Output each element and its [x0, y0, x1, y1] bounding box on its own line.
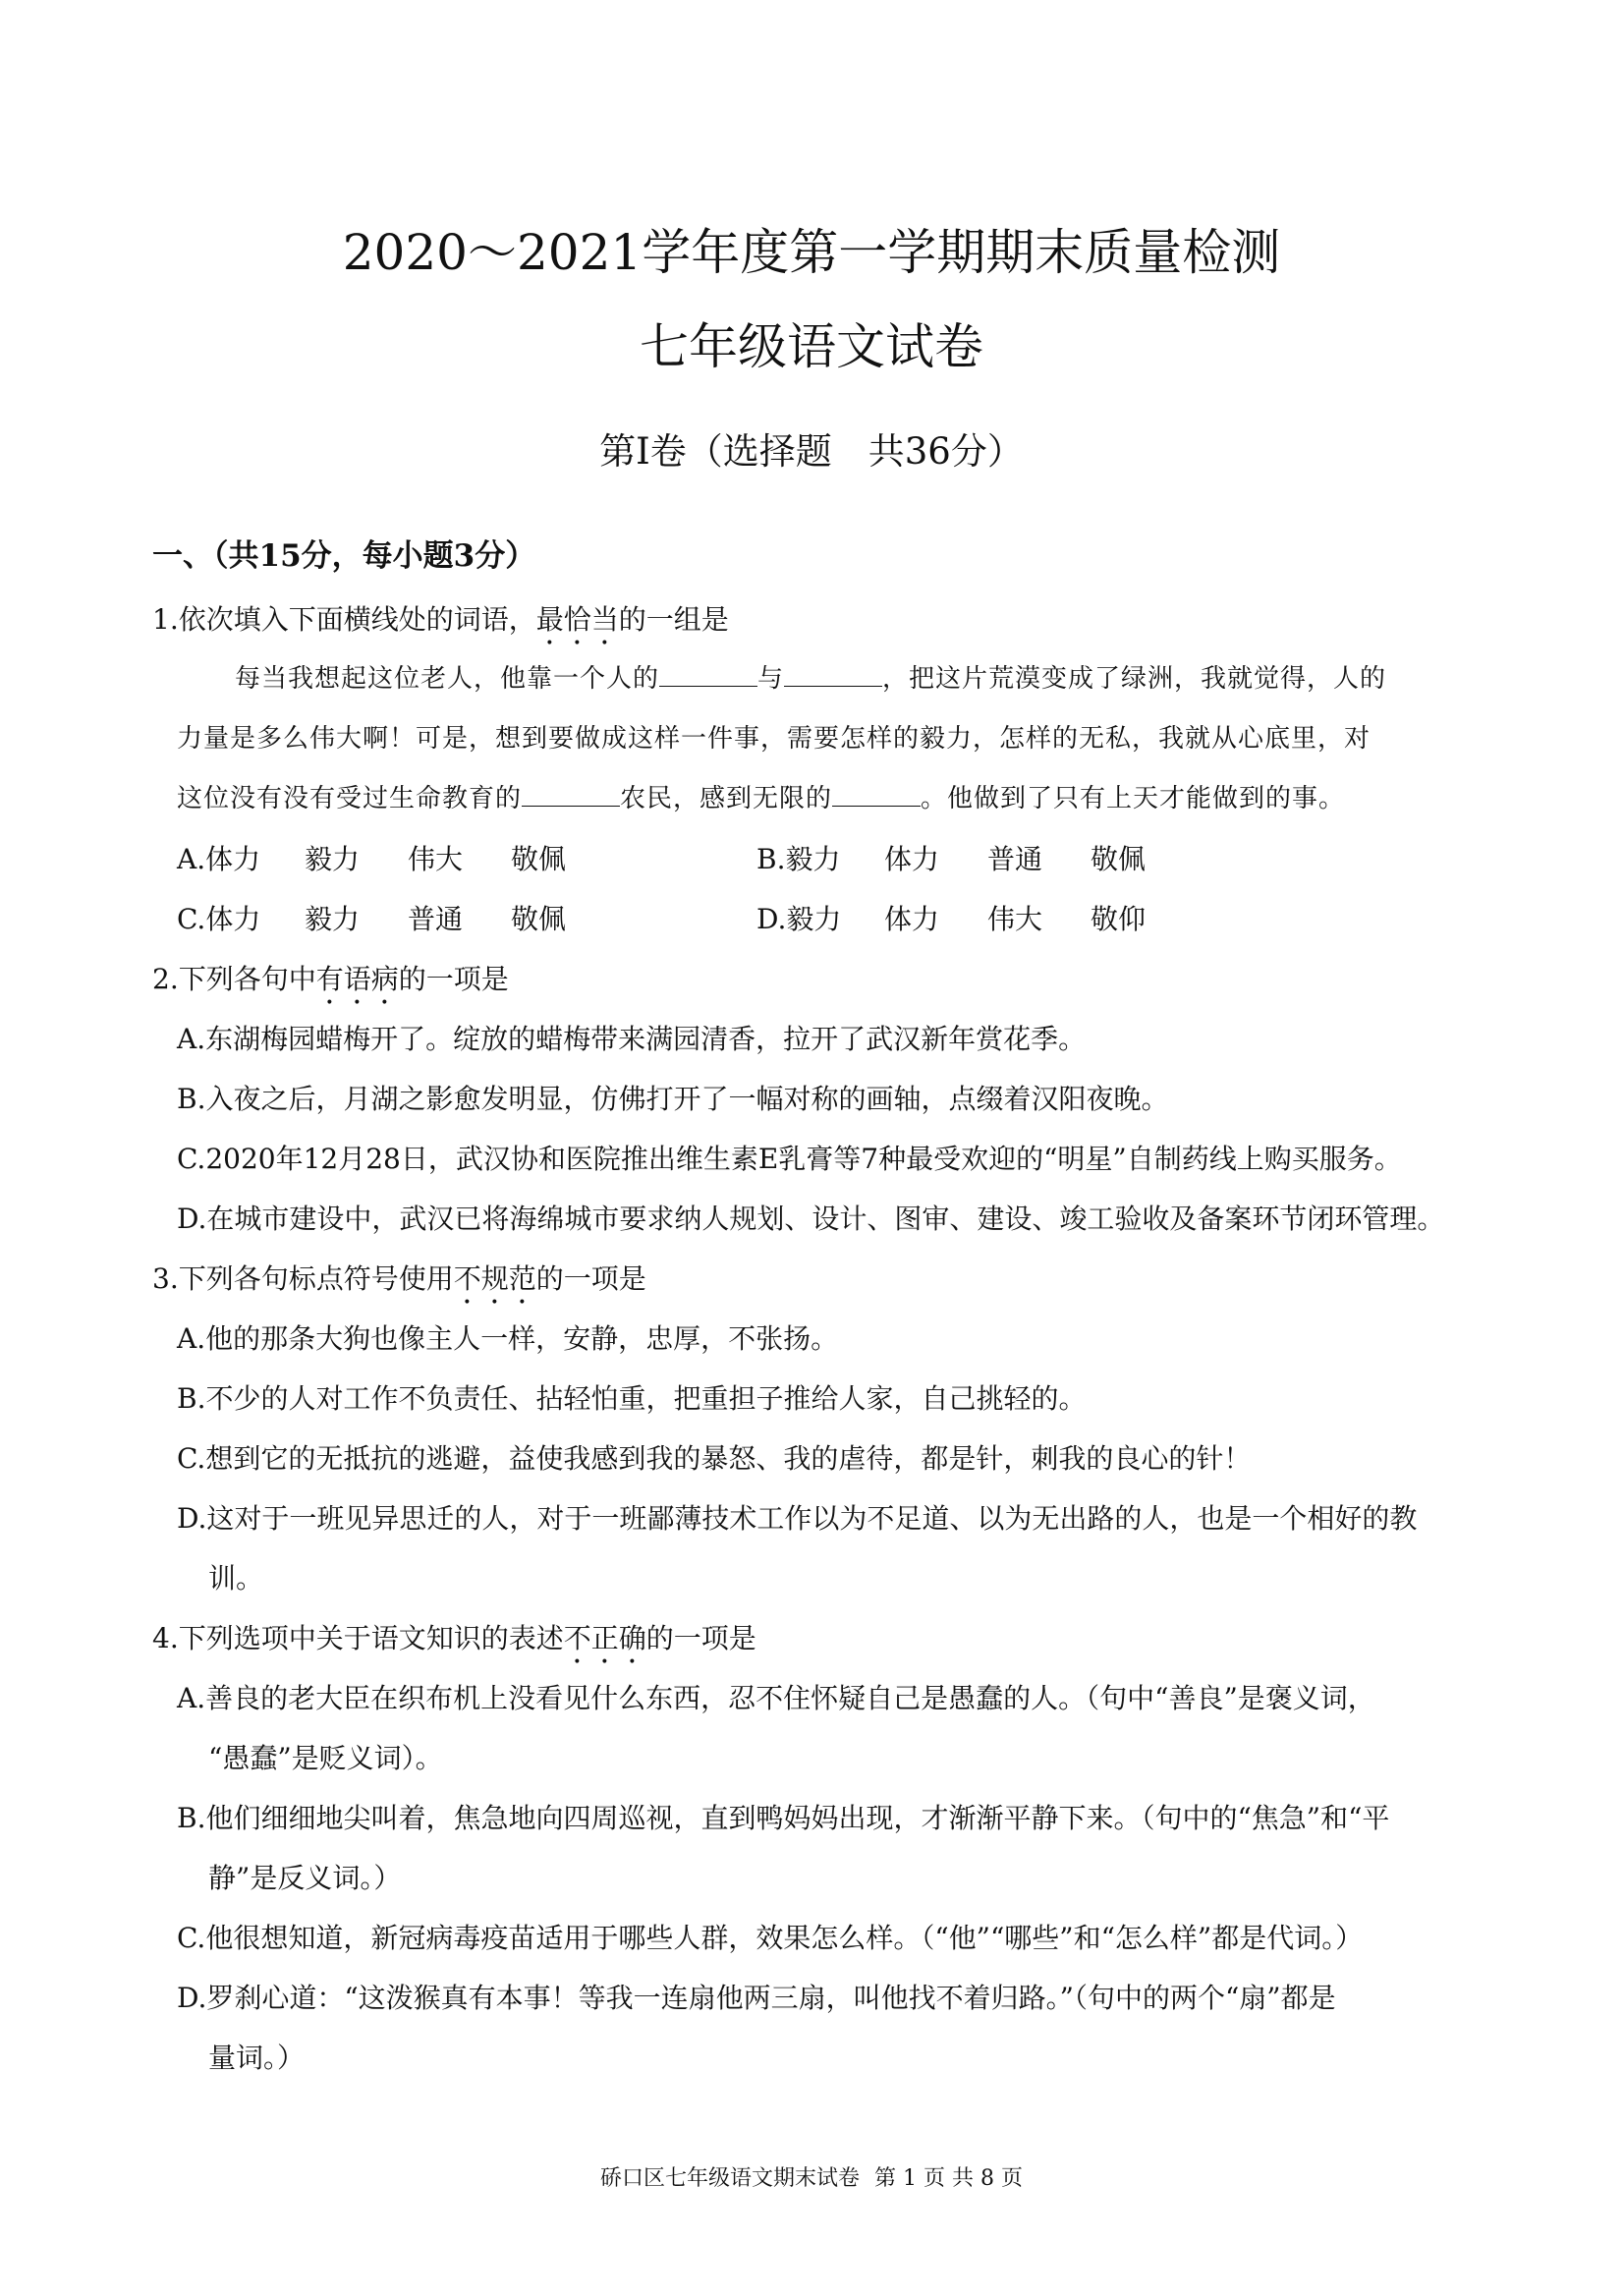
q1-passage-text: 与	[757, 664, 785, 694]
q1-option-b-word: 体力	[884, 843, 940, 875]
q1-option-a-word: 毅力	[305, 843, 361, 875]
blank-4	[832, 780, 921, 807]
q1-option-b: B.毅力	[756, 843, 841, 875]
q3-option-b: B.不少的人对工作不负责任、拈轻怕重，把重担子推给人家，自己挑轻的。	[177, 1382, 1087, 1415]
q1-option-b-word: 普通	[987, 843, 1043, 875]
question-2-stem	[152, 949, 1488, 1009]
q4-option-a-continued: “愚蠢”是贬义词）。	[208, 1742, 443, 1774]
q1-stem-pre: 1.依次填入下面横线处的词语，	[152, 603, 536, 636]
q1-stem-post: 的一组是	[618, 603, 729, 636]
q1-passage-line-2: 力量是多么伟大啊！可是，想到要做成这样一件事，需要怎样的毅力，怎样的无私，我就从心底里，对	[177, 724, 1371, 754]
blank-3	[522, 780, 620, 807]
q3-stem-emphasis: 不规范	[453, 1262, 536, 1295]
q4-stem-pre: 4.下列选项中关于语文知识的表述	[152, 1622, 564, 1654]
q1-option-a: A.体力	[177, 843, 261, 875]
q3-option-d: D.这对于一班见异思迁的人，对于一班鄙薄技术工作以为不足道、以为无出路的人，也是一个相好的教	[177, 1502, 1418, 1535]
question-1-stem	[152, 589, 1488, 649]
q1-passage-text: 每当我想起这位老人，他靠一个人的	[235, 664, 660, 694]
q4-option-c: C.他很想知道，新冠病毒疫苗适用于哪些人群，效果怎么样。（“他”“哪些”和“怎么样”都是代词。）	[177, 1922, 1364, 1954]
q3-stem-post: 的一项是	[535, 1262, 646, 1295]
q1-options-row-2	[152, 889, 1488, 949]
q2-option-c: C.2020年12月28日，武汉协和医院推出维生素E乳膏等7种最受欢迎的“明星”自制药线上购买服务。	[177, 1143, 1402, 1175]
q1-options-row-1	[152, 829, 1488, 889]
q1-passage-text: 这位没有没有受过生命教育的	[177, 784, 523, 813]
q1-option-d-word: 敬仰	[1091, 903, 1147, 935]
footer-page-number: 第 1 页 共 8 页	[874, 2166, 1023, 2191]
q1-option-d-word: 体力	[884, 903, 940, 935]
questions	[152, 589, 1488, 2088]
question-3-stem	[152, 1249, 1488, 1309]
q1-passage-text: ，把这片荒漠变成了绿洲，我就觉得，人的	[882, 664, 1387, 694]
q1-stem-emphasis: 最恰当	[535, 603, 619, 636]
q4-option-d-continued: 量词。）	[208, 2042, 306, 2074]
page-footer	[0, 2159, 1623, 2199]
q4-option-b: B.他们细细地尖叫着，焦急地向四周巡视，直到鸭妈妈出现，才渐渐平静下来。（句中的“焦急”和“平	[177, 1802, 1390, 1834]
section-heading: 一、（共15分，每小题3分）	[152, 538, 536, 574]
q2-stem-post: 的一项是	[398, 963, 509, 995]
q2-option-b: B.入夜之后，月湖之影愈发明显，仿佛打开了一幅对称的画轴，点缀着汉阳夜晚。	[177, 1083, 1169, 1115]
q1-passage-line-3	[152, 769, 1488, 829]
q1-option-b-word: 敬佩	[1091, 843, 1147, 875]
question-4-stem	[152, 1608, 1488, 1668]
q1-option-d: D.毅力	[756, 903, 842, 935]
q3-option-d-continued: 训。	[208, 1562, 264, 1595]
blank-1	[659, 660, 757, 687]
q3-option-c: C.想到它的无抵抗的逃避，益使我感到我的暴怒、我的虐待，都是针，刺我的良心的针！	[177, 1442, 1252, 1475]
part-title: 第Ⅰ卷（选择题 共36分）	[599, 430, 1024, 473]
footer-exam-name: 硚口区七年级语文期末试卷	[600, 2166, 861, 2191]
q1-passage-text: 农民，感到无限的	[620, 784, 833, 813]
exam-subtitle: 七年级语文试卷	[640, 318, 983, 375]
q1-option-a-word: 伟大	[408, 843, 464, 875]
q4-option-d: D.罗刹心道：“这泼猴真有本事！等我一连扇他两三扇，叫他找不着归路。”（句中的两个“扇”都是	[177, 1982, 1336, 2014]
q2-stem-pre: 2.下列各句中	[152, 963, 316, 995]
q1-passage-line-1	[152, 649, 1488, 709]
blank-2	[784, 660, 882, 687]
q3-stem-pre: 3.下列各句标点符号使用	[152, 1262, 454, 1295]
q1-passage-text: 。他做到了只有上天才能做到的事。	[921, 784, 1346, 813]
q1-option-a-word: 敬佩	[511, 843, 567, 875]
q4-stem-emphasis: 不正确	[563, 1622, 646, 1654]
q4-option-b-continued: 静”是反义词。）	[208, 1862, 402, 1894]
q4-stem-post: 的一项是	[645, 1622, 756, 1654]
q1-option-c-word: 敬佩	[511, 903, 567, 935]
q2-option-d: D.在城市建设中，武汉已将海绵城市要求纳人规划、设计、图审、建设、竣工验收及备案环节闭环管理。	[177, 1203, 1445, 1235]
q2-stem-emphasis: 有语病	[315, 963, 399, 995]
q1-option-c-word: 普通	[408, 903, 464, 935]
q4-option-a: A.善良的老大臣在织布机上没看见什么东西，忍不住怀疑自己是愚蠢的人。（句中“善良”是褒义词，	[177, 1682, 1375, 1714]
q1-option-d-word: 伟大	[987, 903, 1043, 935]
q2-option-a: A.东湖梅园蜡梅开了。绽放的蜡梅带来满园清香，拉开了武汉新年赏花季。	[177, 1023, 1087, 1055]
q1-option-c: C.体力	[177, 903, 261, 935]
q3-option-a: A.他的那条大狗也像主人一样，安静，忠厚，不张扬。	[177, 1322, 839, 1355]
exam-title: 2020～2021学年度第一学期期末质量检测	[342, 224, 1281, 281]
q1-option-c-word: 毅力	[305, 903, 361, 935]
